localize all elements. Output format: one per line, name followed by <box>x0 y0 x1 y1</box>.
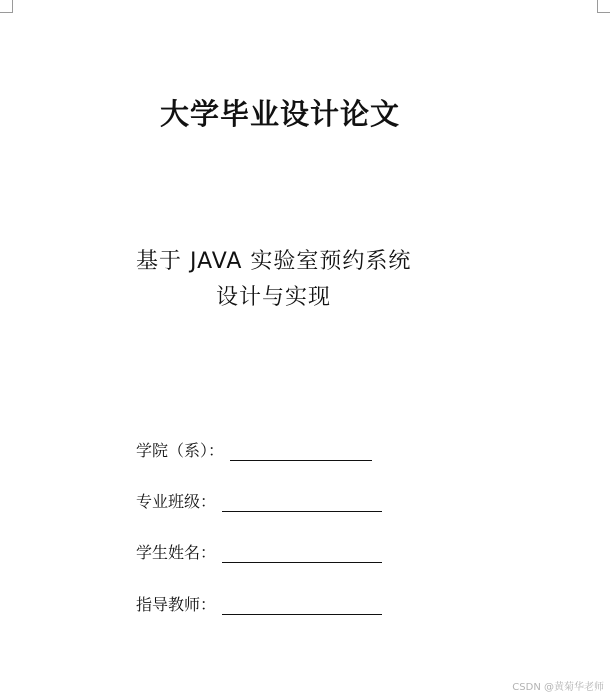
student-name-field-label: 学生姓名： <box>136 543 217 562</box>
major-class-field-label: 专业班级： <box>136 492 217 511</box>
advisor-field <box>136 591 382 615</box>
source-watermark: CSDN @黄菊华老师 <box>512 682 604 693</box>
thesis-title-line-1: 基于 JAVA 实验室预约系统 <box>136 249 412 274</box>
student-name-field <box>136 539 382 563</box>
college-field <box>136 437 372 461</box>
page-corner-mark-top-right <box>597 0 610 13</box>
thesis-title-line-2: 设计与实现 <box>216 285 332 310</box>
student-name-field-blank <box>222 542 382 563</box>
major-class-field <box>136 488 382 512</box>
advisor-field-blank <box>222 594 382 615</box>
major-class-field-blank <box>222 491 382 512</box>
document-heading: 大学毕业设计论文 <box>160 97 401 131</box>
advisor-field-label: 指导教师： <box>136 595 217 614</box>
college-field-blank <box>230 440 372 461</box>
page-corner-mark-top-left <box>0 0 13 13</box>
college-field-label: 学院（系）： <box>136 441 225 460</box>
